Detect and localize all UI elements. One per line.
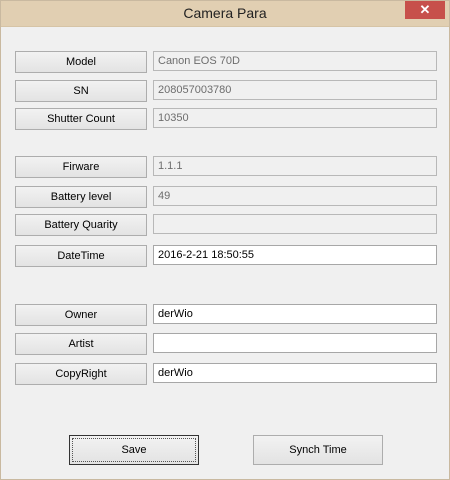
owner-field[interactable]: derWio xyxy=(153,304,437,324)
save-button[interactable]: Save xyxy=(69,435,199,465)
battery-quality-field xyxy=(153,214,437,234)
datetime-label-button[interactable]: DateTime xyxy=(15,245,147,267)
copyright-field[interactable]: derWio xyxy=(153,363,437,383)
close-icon[interactable]: ✕ xyxy=(405,1,445,19)
artist-field[interactable] xyxy=(153,333,437,353)
battery-level-field: 49 xyxy=(153,186,437,206)
title-bar xyxy=(1,1,449,27)
sn-label-button[interactable]: SN xyxy=(15,80,147,102)
copyright-label-button[interactable]: CopyRight xyxy=(15,363,147,385)
model-field: Canon EOS 70D xyxy=(153,51,437,71)
shutter-count-field: 10350 xyxy=(153,108,437,128)
sn-field: 208057003780 xyxy=(153,80,437,100)
window-title: Camera Para xyxy=(183,5,267,21)
dialog-body xyxy=(7,27,443,473)
firmware-field: 1.1.1 xyxy=(153,156,437,176)
shutter-count-label-button[interactable]: Shutter Count xyxy=(15,108,147,130)
battery-quality-label-button[interactable]: Battery Quarity xyxy=(15,214,147,236)
datetime-field[interactable]: 2016-2-21 18:50:55 xyxy=(153,245,437,265)
synch-time-button[interactable]: Synch Time xyxy=(253,435,383,465)
firmware-label-button[interactable]: Firware xyxy=(15,156,147,178)
battery-level-label-button[interactable]: Battery level xyxy=(15,186,147,208)
model-label-button[interactable]: Model xyxy=(15,51,147,73)
artist-label-button[interactable]: Artist xyxy=(15,333,147,355)
owner-label-button[interactable]: Owner xyxy=(15,304,147,326)
